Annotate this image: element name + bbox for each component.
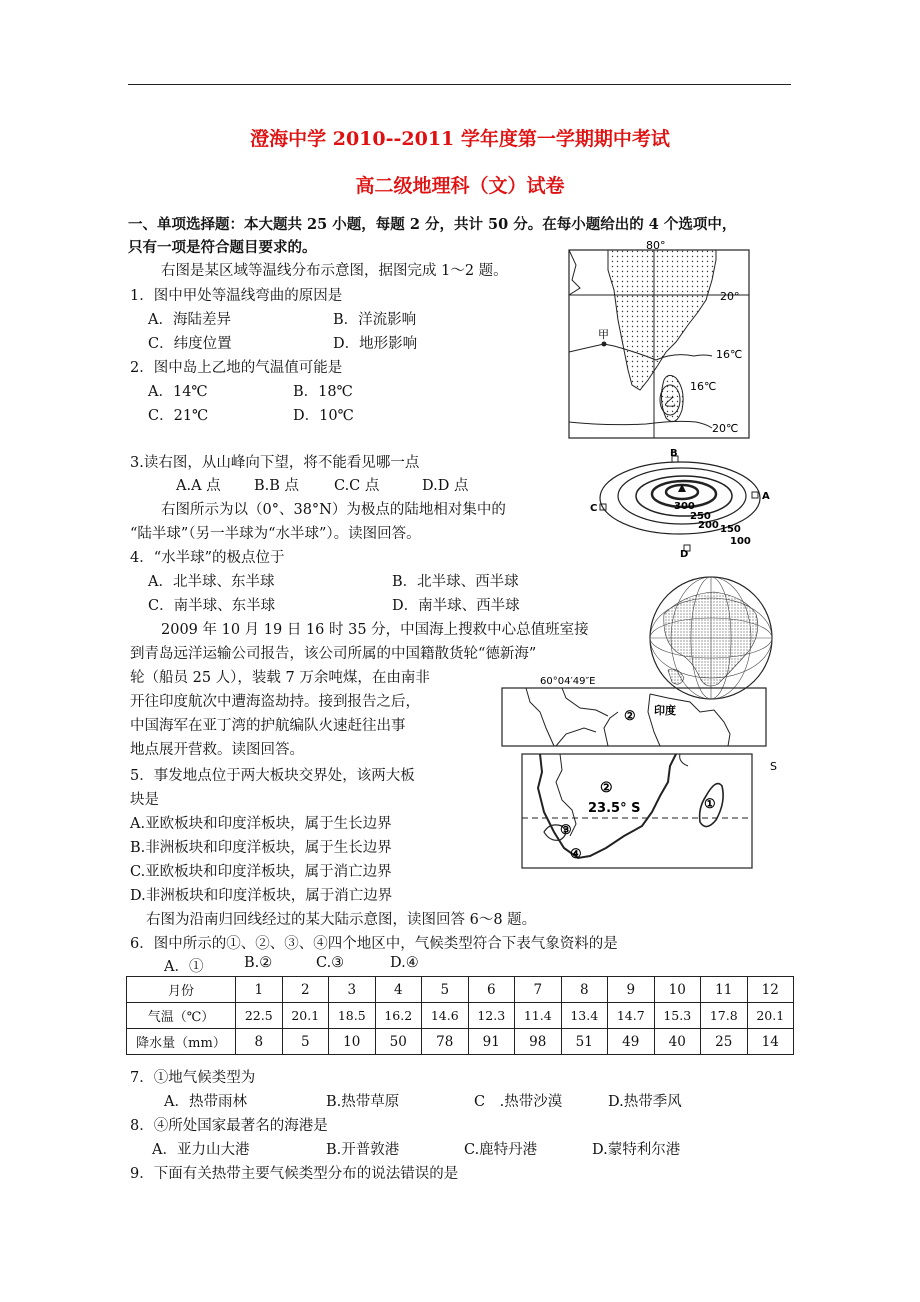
row-label-temperature: 气温（℃） bbox=[127, 1003, 236, 1029]
month-cell: 8 bbox=[561, 977, 608, 1003]
precipitation-cell: 14 bbox=[747, 1029, 794, 1055]
q5-option-c: C.亚欧板块和印度洋板块，属于消亡边界 bbox=[130, 864, 392, 880]
exam-subtitle: 高二级地理科（文）试卷 bbox=[355, 175, 565, 197]
fig2-point-c: C bbox=[590, 503, 598, 514]
climate-data-table bbox=[126, 976, 794, 1055]
precipitation-cell: 50 bbox=[375, 1029, 422, 1055]
temperature-cell: 16.2 bbox=[375, 1003, 422, 1029]
q6-stem: 6．图中所示的①、②、③、④四个地区中，气候类型符合下表气象资料的是 bbox=[130, 936, 618, 952]
q9-stem: 9．下面有关热带主要气候类型分布的说法错误的是 bbox=[130, 1166, 459, 1182]
fig5-mark-3: ③ bbox=[560, 823, 572, 838]
month-cell: 7 bbox=[515, 977, 562, 1003]
fig2-point-d: D bbox=[680, 549, 689, 558]
q4-option-a: A．北半球、东半球 bbox=[148, 574, 275, 590]
q4-option-b: B．北半球、西半球 bbox=[392, 574, 519, 590]
month-cell: 9 bbox=[608, 977, 655, 1003]
temperature-cell: 15.3 bbox=[654, 1003, 701, 1029]
q3-option-c: C.C 点 bbox=[334, 478, 380, 494]
q7-option-a: A．热带雨林 bbox=[164, 1094, 247, 1110]
q7-option-b: B.热带草原 bbox=[326, 1094, 400, 1110]
q6-option-a: A．① bbox=[164, 959, 204, 975]
q7-option-d: D.热带季风 bbox=[608, 1094, 682, 1110]
southern-africa-map bbox=[520, 752, 786, 872]
month-cell: 3 bbox=[329, 977, 376, 1003]
q1-option-b: B．洋流影响 bbox=[333, 312, 417, 328]
precipitation-cell: 40 bbox=[654, 1029, 701, 1055]
temperature-cell: 11.4 bbox=[515, 1003, 562, 1029]
temperature-cell: 14.7 bbox=[608, 1003, 655, 1029]
q3-option-b: B.B 点 bbox=[254, 478, 300, 494]
fig1-jia-label: 甲 bbox=[598, 328, 609, 341]
q1-option-c: C．纬度位置 bbox=[148, 336, 232, 352]
section-heading-line1: 一、单项选择题：本大题共 25 小题，每题 2 分，共计 50 分。在每小题给出的 4 个选项中， bbox=[128, 216, 737, 233]
precipitation-cell: 5 bbox=[282, 1029, 329, 1055]
fig5-mark-4: ④ bbox=[570, 847, 582, 862]
q8-option-a: A．亚力山大港 bbox=[152, 1142, 250, 1158]
fig1-lat-label: 80° bbox=[646, 240, 666, 252]
aden-gulf-map bbox=[500, 672, 768, 748]
intro-q5-line1: 2009 年 10 月 19 日 16 时 35 分，中国海上搜救中心总值班室接 bbox=[161, 622, 589, 638]
temperature-cell: 22.5 bbox=[236, 1003, 283, 1029]
fig1-yi-label: 乙 bbox=[664, 395, 677, 409]
fig2-contour-250: 250 bbox=[690, 511, 711, 522]
temperature-cell: 20.1 bbox=[747, 1003, 794, 1029]
fig2-contour-200: 200 bbox=[698, 520, 719, 531]
fig5-mark-2: ② bbox=[600, 780, 613, 796]
q8-option-c: C.鹿特丹港 bbox=[464, 1142, 538, 1158]
temperature-cell: 20.1 bbox=[282, 1003, 329, 1029]
row-label-month: 月份 bbox=[127, 977, 236, 1003]
precipitation-cell: 91 bbox=[468, 1029, 515, 1055]
fig4-coordinate: 60°04′49″E bbox=[540, 676, 596, 687]
q3-option-a: A.A 点 bbox=[176, 478, 221, 494]
q7-stem: 7．①地气候类型为 bbox=[130, 1070, 256, 1086]
q8-stem: 8．④所处国家最著名的海港是 bbox=[130, 1118, 328, 1134]
month-cell: 10 bbox=[654, 977, 701, 1003]
precipitation-cell: 8 bbox=[236, 1029, 283, 1055]
q2-stem: 2．图中岛上乙地的气温值可能是 bbox=[130, 360, 343, 376]
q1-stem: 1．图中甲处等温线弯曲的原因是 bbox=[130, 288, 343, 304]
contour-map-figure bbox=[586, 448, 772, 558]
intro-q1-2: 右图是某区域等温线分布示意图，据图完成 1～2 题。 bbox=[161, 263, 508, 279]
month-cell: 4 bbox=[375, 977, 422, 1003]
q5-option-b: B.非洲板块和印度洋板块，属于生长边界 bbox=[130, 840, 392, 856]
month-cell: 2 bbox=[282, 977, 329, 1003]
intro-q6-8: 右图为沿南归回线经过的某大陆示意图，读图回答 6～8 题。 bbox=[146, 912, 537, 928]
q5-option-d: D.非洲板块和印度洋板块，属于消亡边界 bbox=[130, 888, 393, 904]
fig5-s-label: S bbox=[770, 760, 777, 773]
fig1-lon-label: 20° bbox=[720, 290, 740, 303]
q4-option-c: C．南半球、东半球 bbox=[148, 598, 276, 614]
intro-q5-line4: 开往印度航次中遭海盗劫持。接到报告之后， bbox=[130, 694, 420, 710]
fig2-point-a: A bbox=[762, 491, 770, 502]
fig2-contour-150: 150 bbox=[720, 524, 741, 535]
fig2-point-b: B bbox=[670, 448, 678, 459]
month-cell: 1 bbox=[236, 977, 283, 1003]
temperature-cell: 12.3 bbox=[468, 1003, 515, 1029]
intro-q5-line6: 地点展开营救。读图回答。 bbox=[130, 742, 304, 758]
temperature-cell: 18.5 bbox=[329, 1003, 376, 1029]
intro-q5-line5: 中国海军在亚丁湾的护航编队火速赶往出事 bbox=[130, 718, 406, 734]
intro-q5-line2: 到青岛远洋运输公司报告，该公司所属的中国籍散货轮“德新海” bbox=[130, 646, 537, 662]
q1-option-a: A．海陆差异 bbox=[148, 312, 231, 328]
q5-option-a: A.亚欧板块和印度洋板块，属于生长边界 bbox=[130, 816, 392, 832]
fig2-contour-100: 100 bbox=[730, 536, 751, 547]
month-cell: 12 bbox=[747, 977, 794, 1003]
precipitation-cell: 51 bbox=[561, 1029, 608, 1055]
top-rule bbox=[128, 84, 791, 85]
q7-option-c: C .热带沙漠 bbox=[474, 1094, 563, 1110]
month-cell: 6 bbox=[468, 977, 515, 1003]
intro-q5-line3: 轮（船员 25 人），装载 7 万余吨煤，在由南非 bbox=[130, 670, 430, 686]
q4-option-d: D．南半球、西半球 bbox=[392, 598, 520, 614]
q2-option-b: B．18℃ bbox=[293, 384, 353, 400]
q3-option-d: D.D 点 bbox=[422, 478, 469, 494]
q2-option-d: D．10℃ bbox=[293, 408, 354, 424]
table-row-precipitation bbox=[127, 1029, 794, 1055]
precipitation-cell: 98 bbox=[515, 1029, 562, 1055]
precipitation-cell: 10 bbox=[329, 1029, 376, 1055]
intro-q4-line1: 右图所示为以（0°、38°N）为极点的陆地相对集中的 bbox=[161, 502, 506, 518]
q3-stem: 3.读右图，从山峰向下望，将不能看见哪一点 bbox=[130, 455, 420, 471]
fig5-mark-1: ① bbox=[704, 797, 716, 812]
row-label-precipitation: 降水量（mm） bbox=[127, 1029, 236, 1055]
table-row-temperature bbox=[127, 1003, 794, 1029]
table-row-month bbox=[127, 977, 794, 1003]
fig1-iso-bottom: 20℃ bbox=[712, 422, 739, 435]
q6-option-d: D.④ bbox=[390, 955, 419, 971]
exam-title: 澄海中学 2010--2011 学年度第一学期期中考试 bbox=[250, 128, 670, 150]
q4-stem: 4．“水半球”的极点位于 bbox=[130, 550, 285, 566]
intro-q4-line2: “陆半球”（另一半球为“水半球”）。读图回答。 bbox=[130, 526, 421, 542]
fig1-iso-top: 16℃ bbox=[716, 348, 743, 361]
q8-option-d: D.蒙特利尔港 bbox=[592, 1142, 681, 1158]
q5-stem-line2: 块是 bbox=[130, 792, 159, 808]
fig2-contour-300: 300 bbox=[674, 501, 695, 512]
month-cell: 11 bbox=[701, 977, 748, 1003]
section-heading-line2: 只有一项是符合题目要求的。 bbox=[128, 239, 317, 256]
q2-option-a: A．14℃ bbox=[148, 384, 208, 400]
precipitation-cell: 78 bbox=[422, 1029, 469, 1055]
fig1-iso-island: 16℃ bbox=[690, 380, 717, 393]
fig5-latitude-label: 23.5° S bbox=[588, 801, 641, 816]
temperature-cell: 14.6 bbox=[422, 1003, 469, 1029]
q2-option-c: C．21℃ bbox=[148, 408, 209, 424]
fig4-mark-2: ② bbox=[624, 709, 636, 724]
q6-option-b: B.② bbox=[244, 955, 273, 971]
isotherm-map-figure bbox=[566, 240, 752, 440]
q8-option-b: B.开普敦港 bbox=[326, 1142, 400, 1158]
temperature-cell: 17.8 bbox=[701, 1003, 748, 1029]
fig4-india-label: 印度 bbox=[654, 704, 676, 717]
precipitation-cell: 49 bbox=[608, 1029, 655, 1055]
q6-option-c: C.③ bbox=[316, 955, 345, 971]
precipitation-cell: 25 bbox=[701, 1029, 748, 1055]
q5-stem-line1: 5．事发地点位于两大板块交界处，该两大板 bbox=[130, 768, 415, 784]
temperature-cell: 13.4 bbox=[561, 1003, 608, 1029]
q1-option-d: D．地形影响 bbox=[333, 336, 418, 352]
month-cell: 5 bbox=[422, 977, 469, 1003]
